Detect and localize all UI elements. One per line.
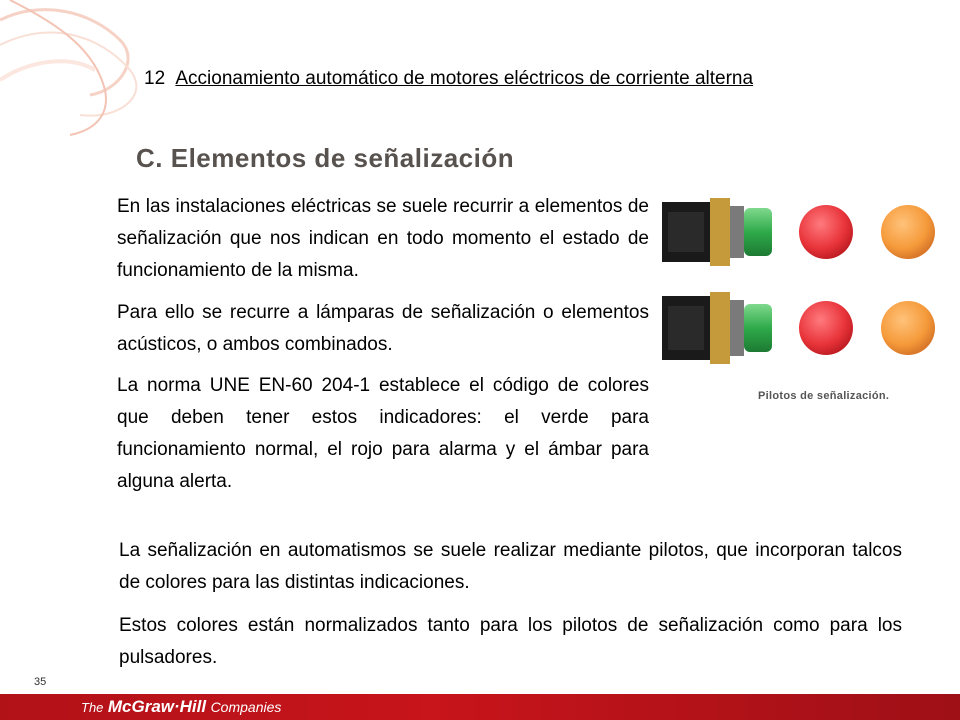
- amber-pilot-lens-bottom: [881, 301, 935, 355]
- page-number: 35: [34, 676, 47, 688]
- paragraph-intro: En las instalaciones eléctricas se suele recurrir a elementos de señalización que nos indican en todo momento el estado de funcionamiento de la misma.: [117, 196, 649, 281]
- paragraph-standard: La norma UNE EN-60 204-1 establece el código de colores que deben tener estos indicadores: el verde para funcionamiento normal, el rojo para alarma y el ámbar para alguna alerta.: [117, 375, 649, 492]
- section-title: C. Elementos de señalización: [136, 143, 515, 173]
- chapter-title: Accionamiento automático de motores eléctricos de corriente alterna: [175, 68, 754, 89]
- paragraph-pilots: La señalización en automatismos se suele realizar mediante pilotos, que incorporan talcos de colores para las distintas indicaciones.: [119, 540, 902, 593]
- publisher-logo: [81, 696, 281, 719]
- amber-pilot-lens-top: [881, 205, 935, 259]
- logo-the: The: [81, 700, 104, 715]
- logo-companies: Companies: [210, 699, 282, 715]
- chapter-number: 12: [144, 68, 166, 89]
- pilot-lights-photo: [658, 188, 944, 370]
- paragraph-lamps: Para ello se recurre a lámparas de señalización o elementos acústicos, o ambos combinados.: [117, 302, 649, 355]
- red-pilot-lens-top: [799, 205, 853, 259]
- slide-header: [144, 68, 753, 90]
- figure-caption: Pilotos de señalización.: [758, 390, 890, 402]
- red-pilot-lens-bottom: [799, 301, 853, 355]
- logo-main: McGraw·Hill: [107, 697, 207, 716]
- paragraph-colors: Estos colores están normalizados tanto para los pilotos de señalización como para los pulsadores.: [119, 615, 902, 668]
- green-pilot-top: [662, 198, 772, 266]
